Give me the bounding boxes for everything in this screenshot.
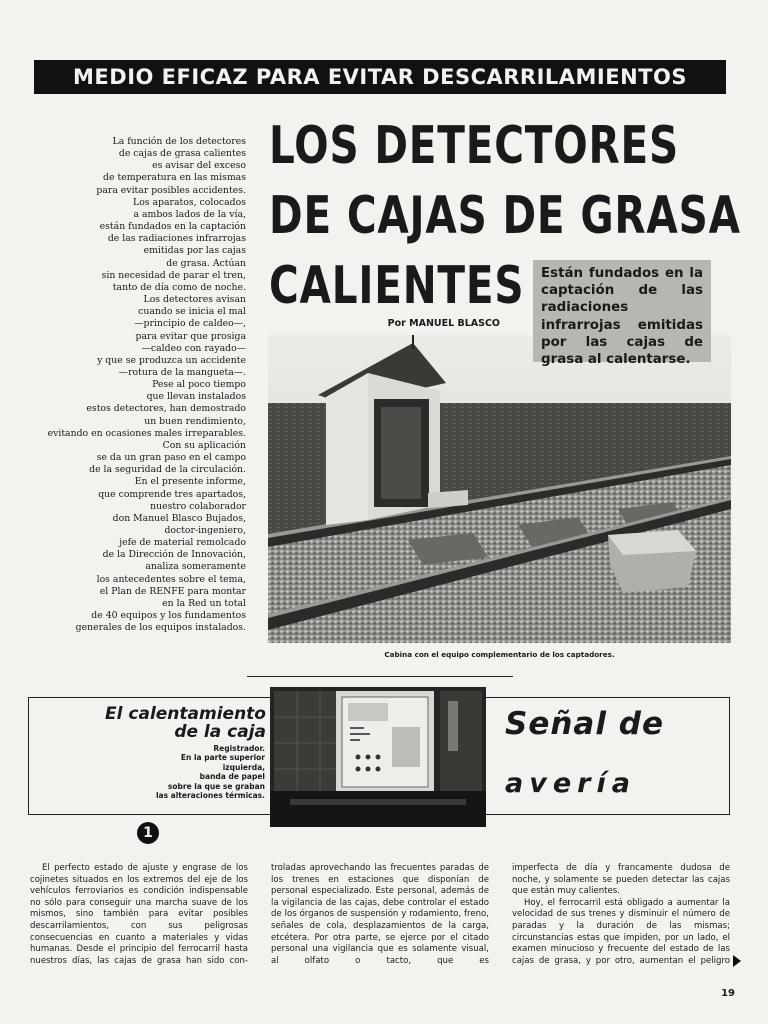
intro-line: generales de los equipos instalados. [75, 622, 246, 634]
intro-line: de cajas de grasa calientes [118, 148, 246, 160]
intro-line: sin necesidad de parar el tren, [101, 269, 246, 281]
registrador-caption [120, 744, 265, 800]
intro-line: emitidas por las cajas [143, 245, 246, 257]
registrador-caption-line: En la parte superior [180, 753, 265, 763]
intro-line: jefe de material remolcado [119, 537, 246, 549]
registrador-caption-line: izquierda, [222, 762, 265, 772]
registrador-caption-line: banda de papel [199, 772, 265, 782]
section-kicker-line-1: El calentamiento [105, 704, 266, 724]
body-paragraph: imperfecta de día y francamente dudosa de noche, y solamente se pueden detectar las cajas que están muy calientes. [512, 863, 730, 897]
intro-line: están fundados en la captación [99, 221, 246, 233]
section-kicker [36, 705, 266, 741]
body-column-1 [30, 863, 248, 967]
body-column-2 [271, 863, 489, 967]
divider-rule [247, 676, 513, 677]
registrador-photo [270, 687, 486, 827]
registrador-caption-line: Registrador. [213, 744, 265, 753]
intro-line: de la Dirección de Innovación, [102, 549, 246, 561]
intro-line: —rotura de la mangueta—. [118, 366, 246, 378]
intro-line: un buen rendimiento, [144, 415, 246, 427]
intro-line: que llevan instalados [146, 391, 246, 403]
headline-line-2: DE CAJAS DE GRASA [269, 186, 741, 246]
intro-line: —caldeo con rayado— [141, 342, 246, 354]
intro-line: Pese al poco tiempo [152, 379, 246, 391]
intro-line: En el presente informe, [134, 476, 246, 488]
summary-box: Están fundados en la captación de las radiaciones infrarrojas emitidas por las cajas de grasa al calentarse. [533, 260, 711, 362]
intro-line: Los aparatos, colocados [133, 196, 246, 208]
intro-line: tanto de día como de noche. [112, 281, 246, 293]
intro-line: que comprende tres apartados, [98, 488, 246, 500]
intro-line: de grasa. Actúan [166, 257, 246, 269]
registrador-caption-line: sobre la que se graban [167, 781, 265, 791]
intro-line: los antecedentes sobre el tema, [96, 573, 246, 585]
intro-line: a ambos lados de la vía, [133, 208, 246, 220]
intro-line: de la seguridad de la circulación. [89, 464, 246, 476]
intro-line: cuando se inicia el mal [138, 306, 246, 318]
section-title-line-1: Señal de [505, 706, 664, 742]
intro-line: para evitar que prosiga [135, 330, 246, 342]
body-paragraph: troladas aprovechando las frecuentes paradas de los trenes en estaciones que disponían de personal especializado. Este personal, además de la vigilancia de las cajas, debe controlar el estado de los órganos de suspensión y rodamiento, freno, señales de cola, desplazamientos de la carga, etcétera. Por otra parte, se ejerce por el citado personal una vigilancia que es solamente visual, al olfato o tacto, que es [271, 863, 489, 966]
intro-text [20, 136, 246, 634]
page-number: 19 [721, 988, 735, 999]
intro-line: doctor-ingeniero, [164, 525, 246, 536]
section-number-badge: 1 [137, 822, 159, 844]
intro-line: de las radiaciones infrarrojas [107, 233, 246, 245]
intro-line: Los detectores avisan [143, 294, 246, 306]
intro-line: es avisar del exceso [152, 160, 246, 172]
intro-line: La función de los detectores [112, 136, 246, 147]
intro-line: —principio de caldeo—, [134, 318, 246, 330]
cabin-photo [268, 335, 731, 643]
section-banner: MEDIO EFICAZ PARA EVITAR DESCARRILAMIENTOS [34, 60, 726, 94]
intro-line: para evitar posibles accidentes. [96, 184, 246, 196]
intro-line: y que se produzca un accidente [97, 354, 246, 366]
intro-line: de temperatura en las mismas [103, 172, 246, 184]
intro-line: don Manuel Blasco Bujados, [112, 512, 246, 524]
intro-line: se da un gran paso en el campo [96, 452, 246, 464]
section-kicker-line-2: de la caja [174, 722, 266, 742]
headline-line-1: LOS DETECTORES [269, 116, 679, 176]
intro-line: evitando en ocasiones males irreparables. [47, 427, 246, 439]
intro-line: estos detectores, han demostrado [86, 403, 246, 415]
intro-line: nuestro colaborador [150, 500, 246, 512]
body-paragraph: Hoy, el ferrocarril está obligado a aumentar la velocidad de sus trenes y disminuir el número de paradas y la duración de las mismas; circunstancias estas que impiden, por un lado, el examen minucioso y frecuente del estado de las cajas de grasa, y por otro, aumentan el peligro [512, 897, 730, 966]
body-column-3 [512, 863, 730, 967]
registrador-caption-line: las alteraciones térmicas. [155, 791, 265, 801]
headline-line-3: CALIENTES [269, 256, 525, 316]
intro-line: el Plan de RENFE para montar [99, 585, 246, 597]
body-paragraph: El perfecto estado de ajuste y engrase de los cojinetes situados en los extremos del eje de los vehículos ferroviarios es condición indispensable no sólo para conseguir una marcha suave de los mismos, sino también para evitar posibles descarrilamientos, con sus peligrosas consecuencias en cuanto a materiales y vidas humanas. Desde el principio del ferrocarril hasta nuestros días, las cajas de grasa han sido con- [30, 863, 248, 966]
photo-caption: Cabina con el equipo complementario de los captadores. [384, 650, 615, 659]
intro-line: de 40 equipos y los fundamentos [91, 610, 246, 622]
arrow-right-icon [733, 955, 741, 967]
section-title-line-2: avería [505, 768, 636, 799]
byline: Por MANUEL BLASCO [387, 318, 500, 329]
intro-line: en la Red un total [162, 597, 246, 609]
intro-line: Con su aplicación [162, 439, 246, 451]
intro-line: analiza someramente [145, 561, 246, 573]
